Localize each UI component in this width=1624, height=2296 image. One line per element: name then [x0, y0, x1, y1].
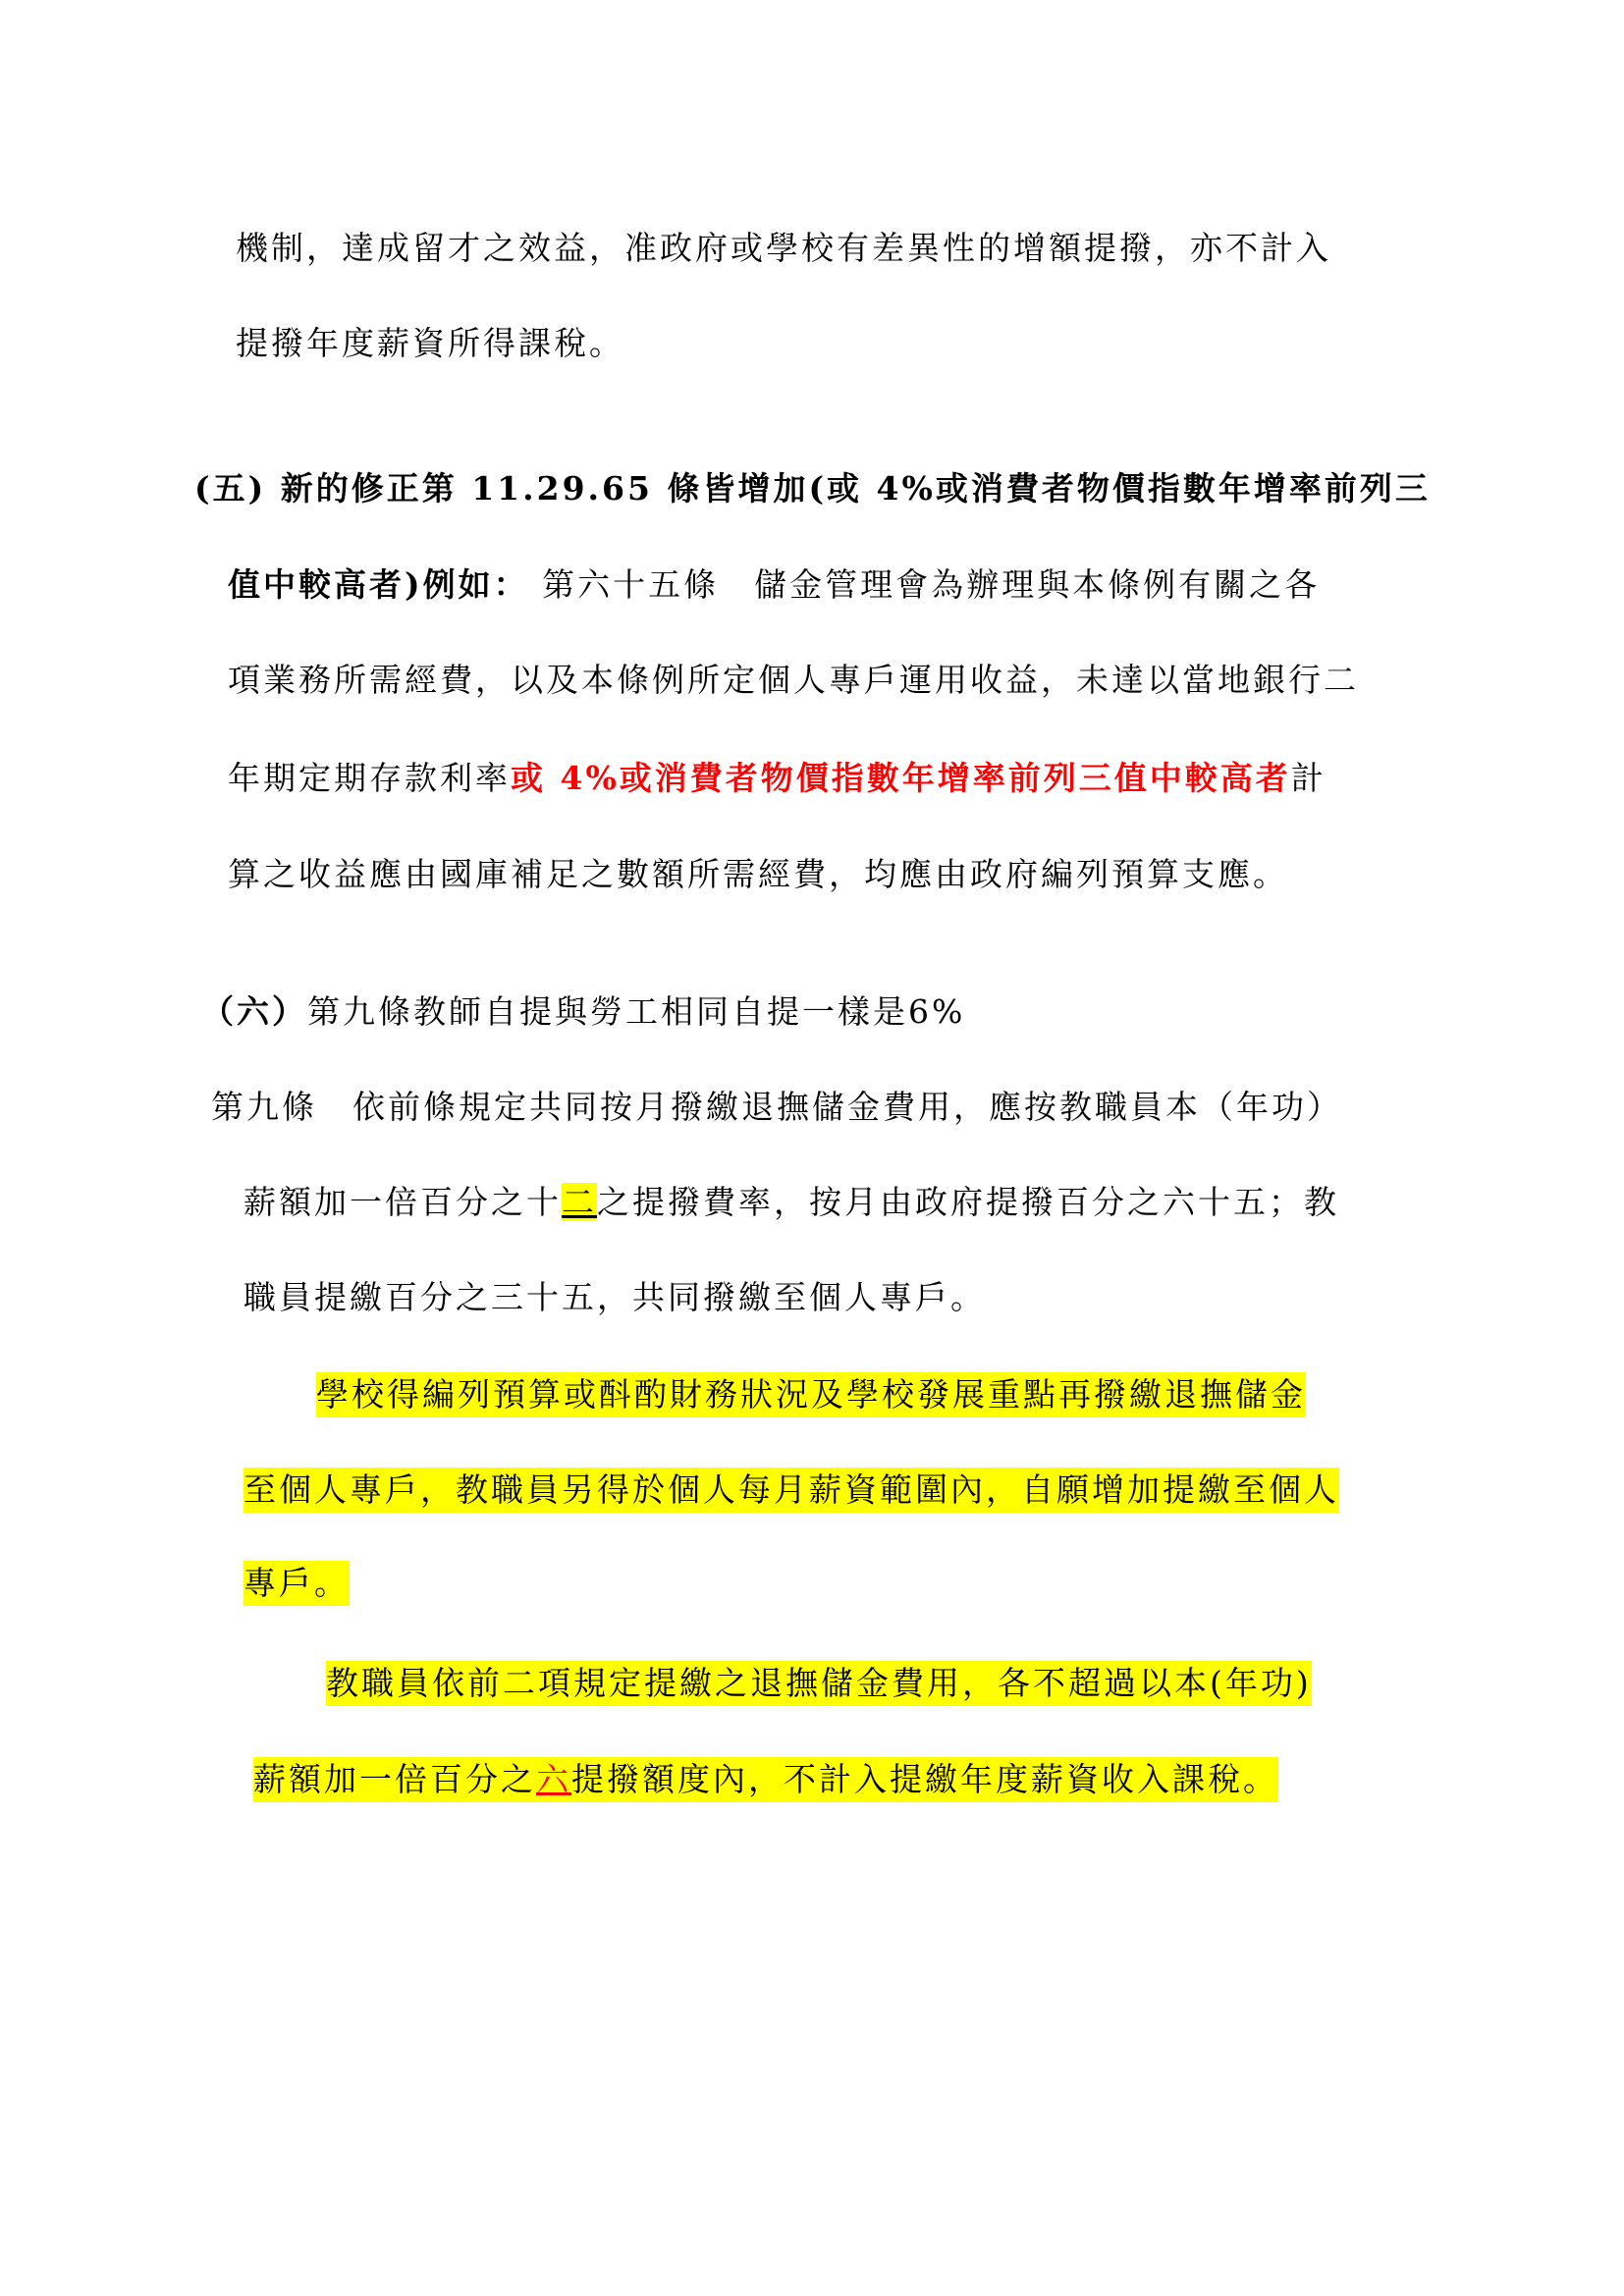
highlighted-rate-digit: 二 — [562, 1183, 597, 1221]
article-9-line-2 — [244, 1180, 1339, 1225]
highlight-paragraph-2-line-2: 至個人專戶，教職員另得於個人每月薪資範圍內，自願增加提繳至個人 — [244, 1468, 1339, 1513]
article-9-line-2-text: 薪額加一倍百分之十 — [244, 1183, 562, 1221]
highlight-paragraph-2-line-1: 學校得編列預算或酙酌財務狀況及學校發展重點再撥繳退撫儲金 — [316, 1372, 1306, 1417]
section-5-line-4-end: 計 — [1290, 759, 1326, 797]
highlight-paragraph-3-line-1: 教職員依前二項規定提繳之退撫儲金費用，各不超過以本(年功) — [326, 1661, 1312, 1706]
section-5-line-4 — [228, 756, 1326, 801]
prev-paragraph-line-2: 提撥年度薪資所得課稅。 — [236, 324, 624, 362]
article-9-line-2-end: 之提撥費率，按月由政府提撥百分之六十五；教 — [597, 1183, 1339, 1221]
section-5-heading — [194, 466, 1431, 511]
section-5-line-3: 項業務所需經費，以及本條例所定個人專戶運用收益，未達以當地銀行二 — [228, 661, 1359, 699]
article-65-start: 第六十五條 儲金管理會為辦理與本條例有關之各 — [528, 565, 1321, 604]
article-9-line-1: 第九條 依前條規定共同按月撥繳退撫儲金費用，應按教職員本（年功） — [211, 1088, 1342, 1126]
section-5-line-2 — [228, 562, 1320, 608]
section-6-number: （六） — [201, 992, 307, 1031]
section-6-heading — [201, 989, 965, 1035]
section-5-number: (五) — [194, 469, 267, 507]
highlight-paragraph-3-line-2 — [253, 1757, 1278, 1802]
highlighted-six-percent: 六 — [536, 1760, 571, 1798]
paragraph-3-line-2-text: 薪額加一倍百分之 — [253, 1760, 536, 1798]
prev-paragraph-line-1: 機制，達成留才之效益，准政府或學校有差異性的增額提撥，亦不計入 — [236, 229, 1331, 267]
section-6-heading-text: 第九條教師自提與勞工相同自提一樣是6% — [307, 992, 966, 1031]
paragraph-3-line-2-end: 提撥額度內，不計入提繳年度薪資收入課稅。 — [571, 1760, 1278, 1798]
article-9-line-3: 職員提繳百分之三十五，共同撥繳至個人專戶。 — [244, 1278, 986, 1316]
section-5-heading-tail: 值中較高者)例如： — [228, 565, 529, 604]
amendment-emphasis: 或 4%或消費者物價指數年增率前列三值中較高者 — [511, 759, 1291, 797]
section-5-heading-text: 新的修正第 11.29.65 條皆增加(或 4%或消費者物價指數年增率前列三 — [266, 469, 1431, 507]
section-5-line-4-text: 年期定期存款利率 — [228, 759, 511, 797]
highlight-paragraph-2-line-3: 專戶。 — [244, 1561, 350, 1606]
section-5-line-5: 算之收益應由國庫補足之數額所需經費，均應由政府編列預算支應。 — [228, 855, 1288, 893]
